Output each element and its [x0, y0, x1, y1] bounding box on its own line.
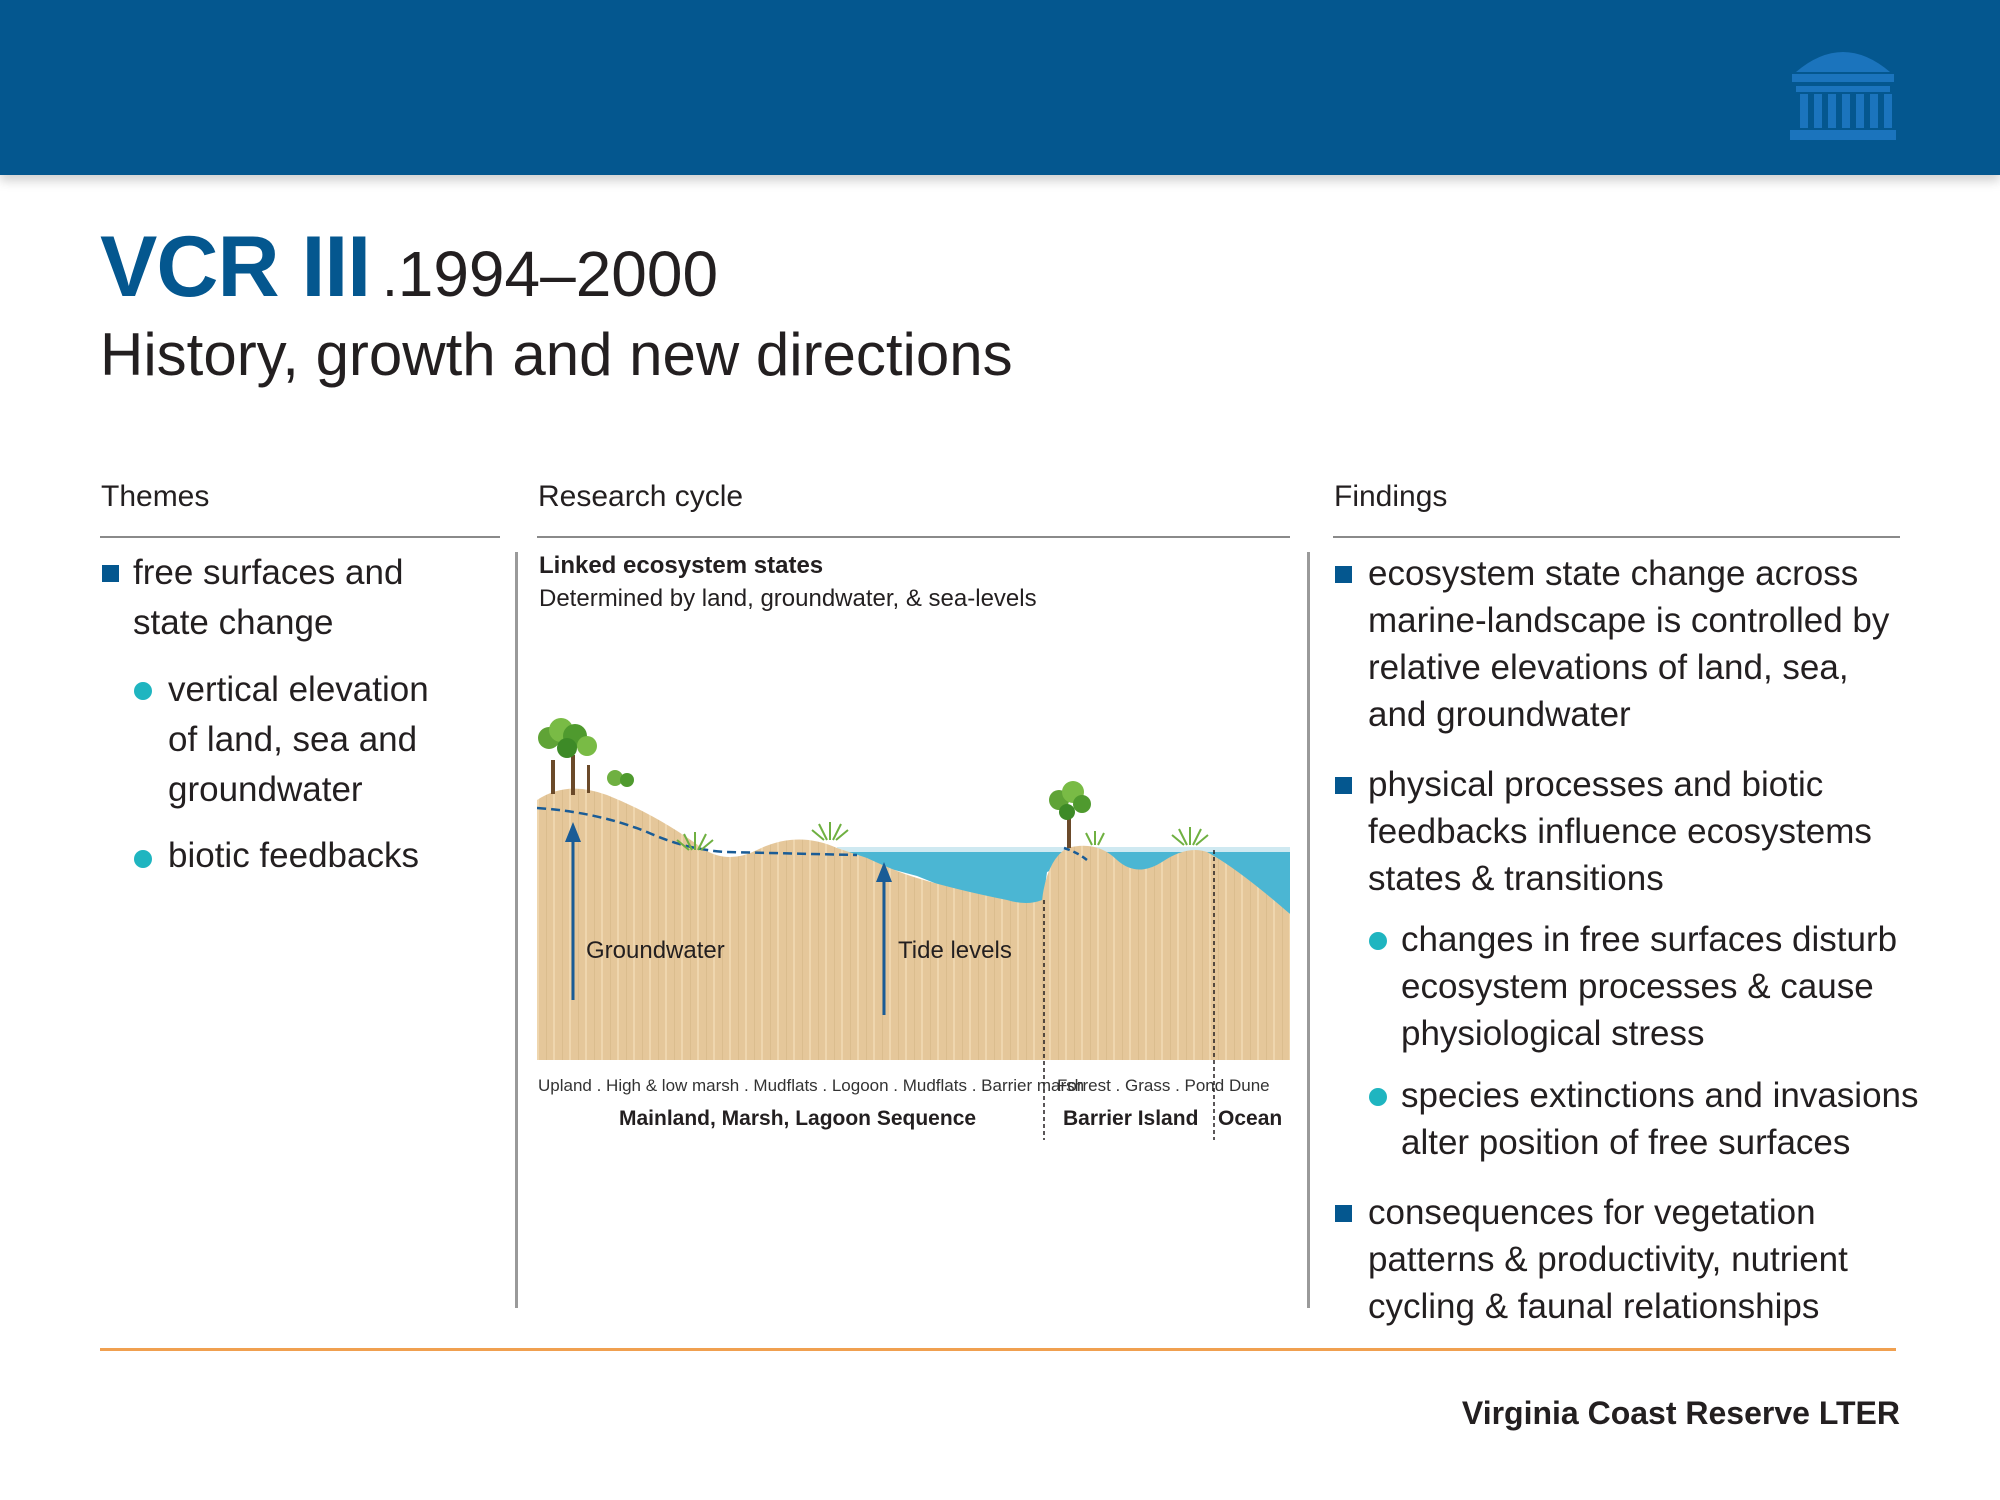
dot-bullet-icon [1369, 1088, 1387, 1106]
findings-heading: Findings [1334, 480, 1448, 513]
title-dot: . [382, 245, 398, 308]
title-main: VCR III [100, 219, 371, 315]
dune-label: Dune [1229, 1076, 1270, 1095]
themes-rule [100, 536, 500, 538]
theme-item: free surfaces and state change [133, 553, 404, 642]
finding-subitem: species extinctions and invasions alter position of free surfaces [1401, 1076, 1919, 1162]
theme-subitem: biotic feedbacks [168, 836, 419, 875]
marsh-grass-icon [677, 822, 1208, 850]
finding-subitem: changes in free surfaces disturb ecosystem processes & cause physiological stress [1401, 920, 1898, 1053]
upland-trees-icon [538, 718, 634, 795]
findings-rule [1333, 536, 1900, 538]
column-divider-right [1307, 552, 1310, 1308]
square-bullet-icon [1335, 566, 1352, 583]
barrier-island-label: Barrier Island [1063, 1107, 1199, 1130]
diagram-subtitle: Determined by land, groundwater, & sea-levels [539, 585, 1037, 612]
finding-item: ecosystem state change across marine-landscape is controlled by relative elevations of land, sea, and groundwater [1368, 554, 1890, 734]
research-heading: Research cycle [538, 480, 744, 513]
finding-item: consequences for vegetation patterns & productivity, nutrient cycling & faunal relationships [1368, 1193, 1848, 1326]
dot-bullet-icon [134, 850, 152, 868]
mainland-zones-label: Upland . High & low marsh . Mudflats . Logoon . Mudflats . Barrier marsh [538, 1076, 1085, 1095]
page-title [100, 218, 718, 317]
groundwater-label: Groundwater [586, 937, 725, 964]
footer-rule [100, 1348, 1896, 1351]
ocean-label: Ocean [1218, 1107, 1283, 1130]
dot-bullet-icon [134, 682, 152, 700]
land-profile [537, 789, 1290, 1060]
footer-org: Virginia Coast Reserve LTER [1461, 1395, 1900, 1431]
rotunda-icon [1788, 38, 1898, 142]
header-bar [0, 0, 2000, 175]
title-years: 1994–2000 [397, 238, 719, 310]
dot-bullet-icon [1369, 932, 1387, 950]
landscape-cross-section [537, 700, 1290, 1140]
column-divider-left [515, 552, 518, 1308]
themes-heading: Themes [101, 480, 210, 513]
mainland-label: Mainland, Marsh, Lagoon Sequence [619, 1107, 977, 1130]
square-bullet-icon [102, 565, 119, 582]
square-bullet-icon [1335, 1205, 1352, 1222]
research-rule [537, 536, 1290, 538]
diagram-title: Linked ecosystem states [539, 552, 824, 579]
barrier-tree-icon [1049, 781, 1091, 848]
tide-levels-label: Tide levels [898, 937, 1012, 964]
finding-item: physical processes and biotic feedbacks influence ecosystems states & transitions [1368, 765, 1872, 898]
square-bullet-icon [1335, 777, 1352, 794]
barrier-zones-label: Forrest . Grass . Pond [1057, 1076, 1225, 1095]
page-subtitle: History, growth and new directions [100, 321, 1013, 388]
theme-subitem: vertical elevation of land, sea and groundwater [168, 670, 429, 809]
